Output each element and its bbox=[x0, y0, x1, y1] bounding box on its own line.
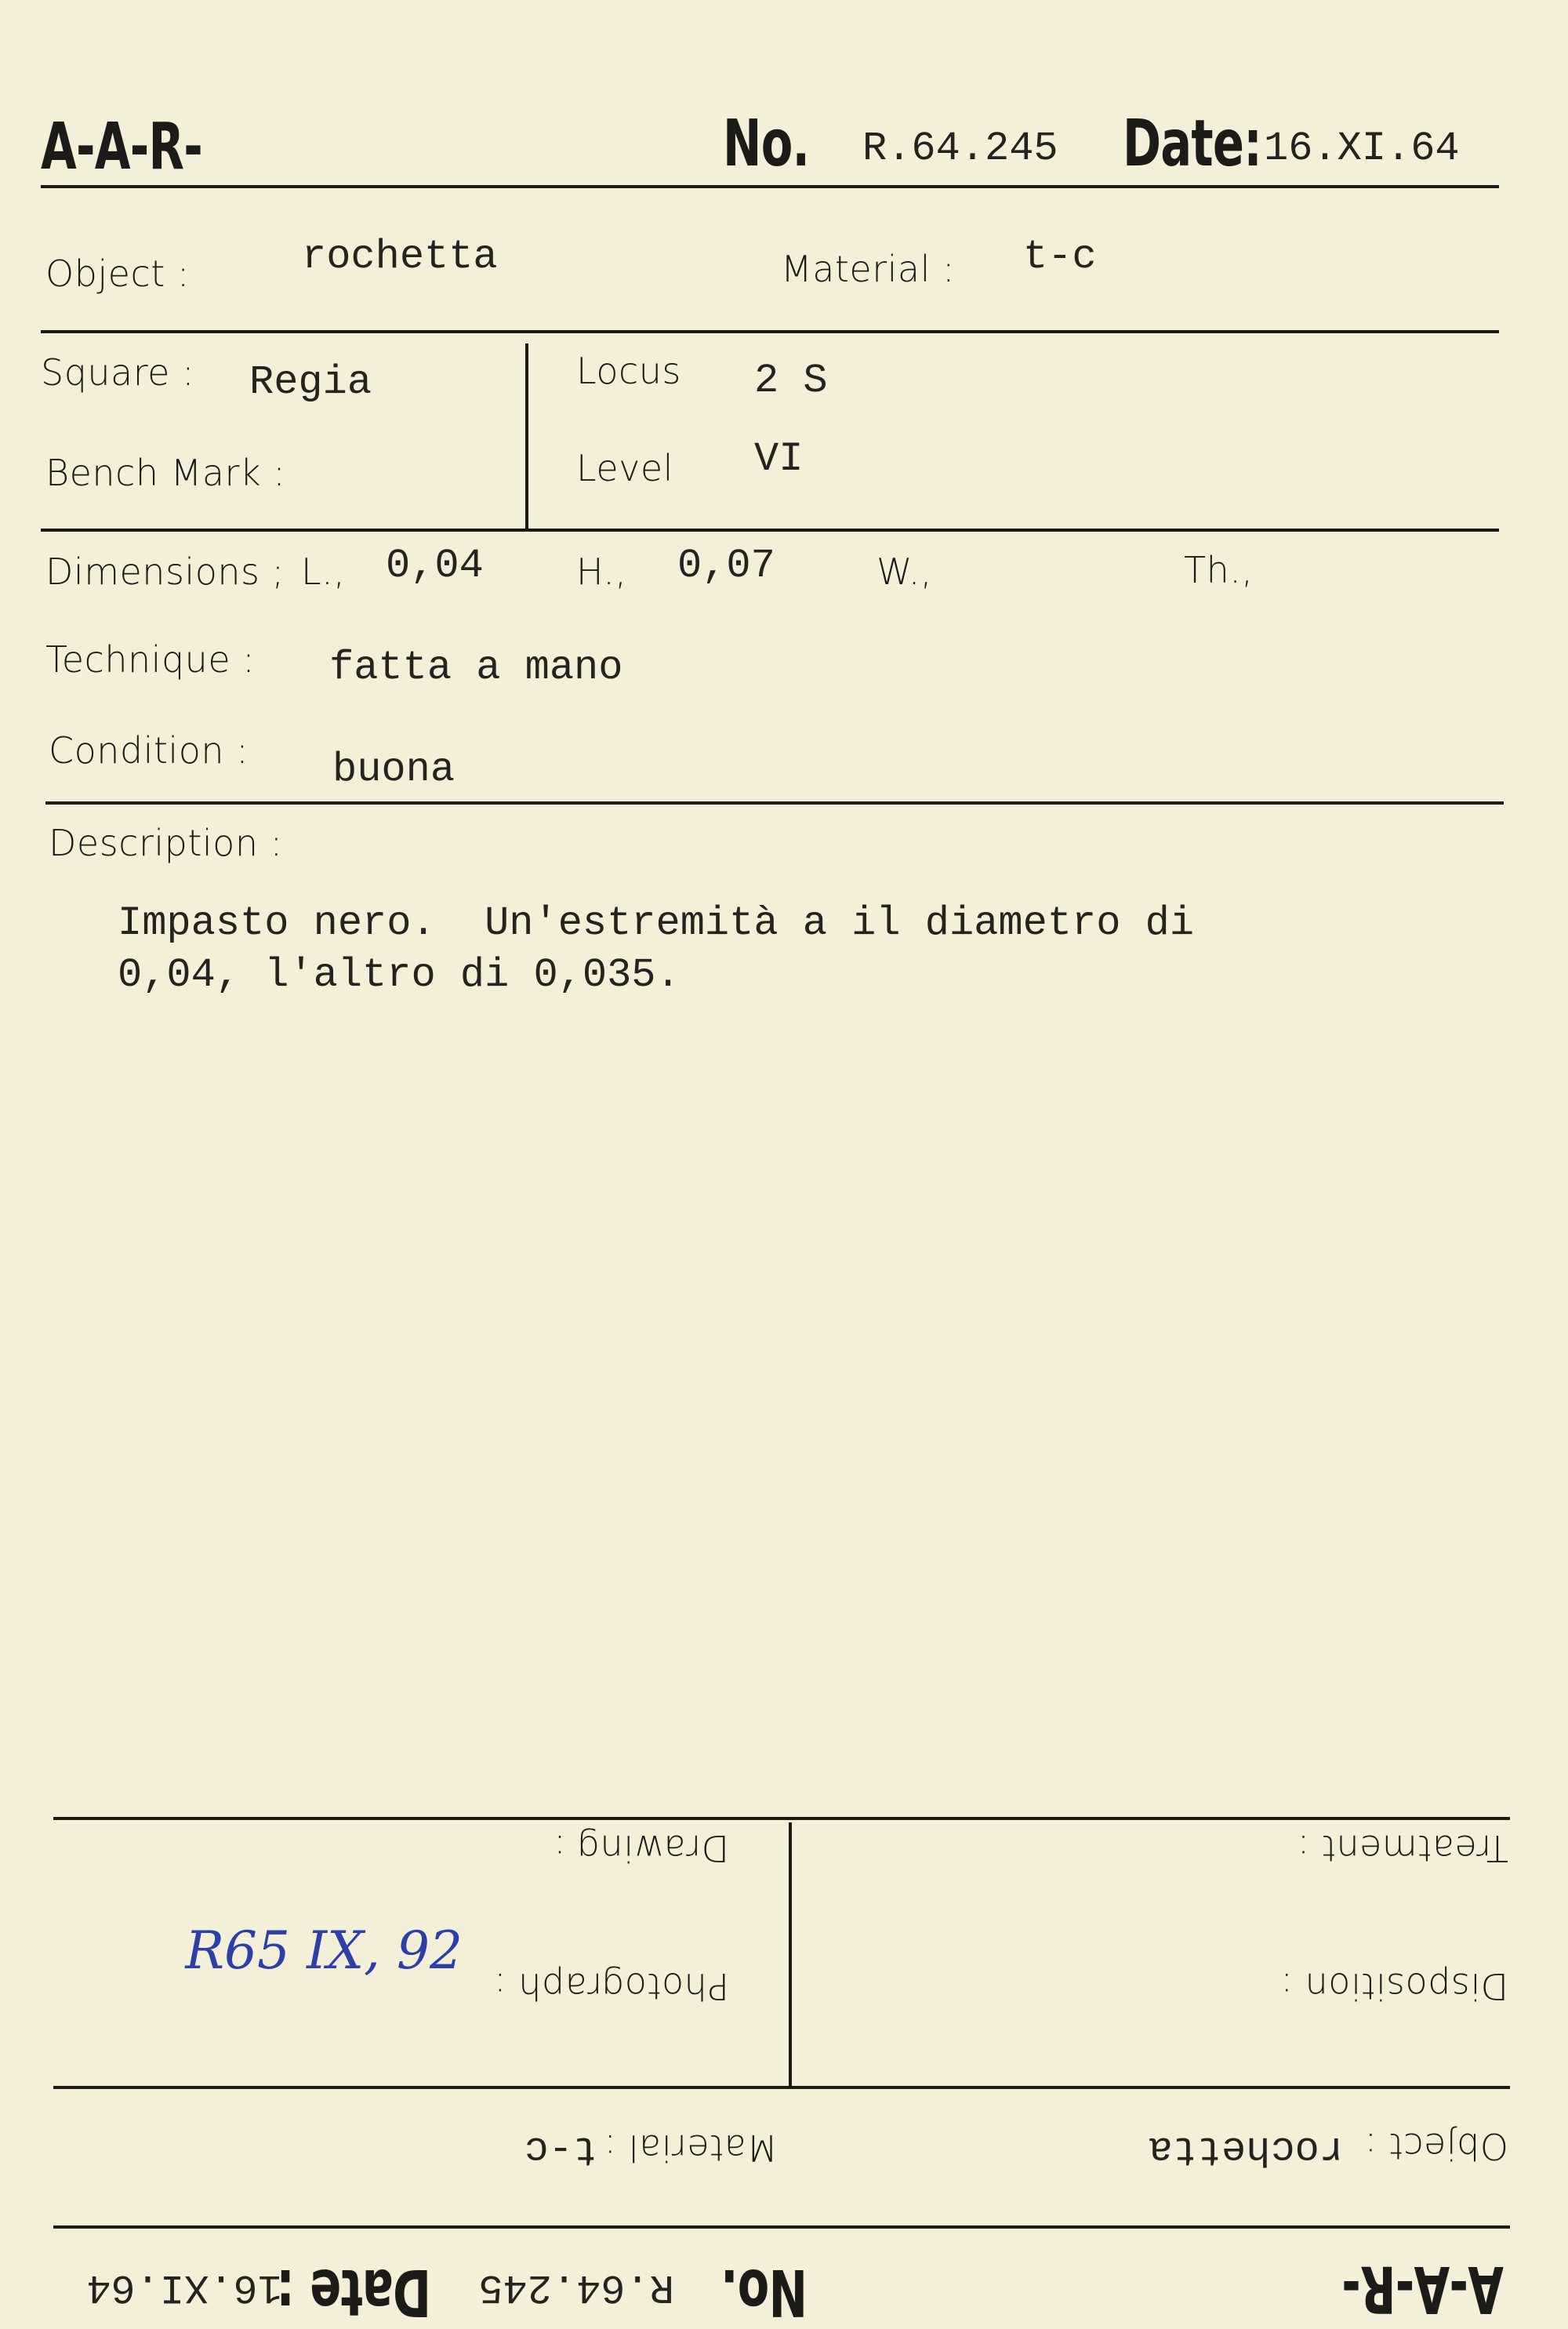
object-value: rochetta bbox=[302, 234, 498, 280]
level-label: Level bbox=[576, 447, 673, 489]
footer-number-value: R.64.245 bbox=[478, 2264, 674, 2310]
disposition-label: Disposition : bbox=[1280, 1965, 1508, 2007]
number-value: R.64.245 bbox=[862, 125, 1058, 172]
square-rule bbox=[41, 529, 1499, 532]
description-label: Description : bbox=[49, 822, 283, 864]
footer-mid-rule bbox=[53, 2086, 1510, 2089]
footer-material-label: Material : bbox=[604, 2127, 778, 2169]
material-value: t-c bbox=[1023, 234, 1097, 280]
drawing-label: Drawing : bbox=[553, 1827, 729, 1869]
technique-value: fatta a mano bbox=[329, 645, 623, 691]
footer-object-label: Object : bbox=[1364, 2125, 1508, 2167]
date-label: Date: bbox=[1123, 107, 1262, 181]
header-rule bbox=[41, 185, 1499, 188]
footer-date-value: 16.XI.64 bbox=[86, 2264, 282, 2310]
dimension-th-label: Th., bbox=[1184, 549, 1254, 591]
number-label: No. bbox=[723, 107, 810, 181]
org-code: A-A-R- bbox=[41, 110, 203, 184]
dimensions-label: Dimensions ; bbox=[45, 550, 285, 593]
technique-label: Technique : bbox=[45, 638, 256, 681]
square-value: Regia bbox=[249, 359, 372, 405]
dimension-w-label: W., bbox=[877, 550, 932, 593]
footer-object-value: rochetta bbox=[1148, 2126, 1344, 2172]
square-label: Square : bbox=[41, 351, 195, 394]
date-value: 16.XI.64 bbox=[1264, 125, 1460, 172]
square-divider bbox=[525, 343, 528, 529]
footer-number-label: No. bbox=[720, 2255, 808, 2329]
material-label: Material : bbox=[781, 248, 955, 290]
locus-label: Locus bbox=[576, 350, 681, 392]
photograph-label: Photograph : bbox=[493, 1965, 729, 2007]
photograph-number: R65 IX, 92 bbox=[185, 1920, 463, 1981]
condition-value: buona bbox=[332, 747, 456, 793]
footer-section bbox=[0, 1686, 1568, 2329]
description-line-1: Impasto nero. Un'estremità a il diametro di bbox=[118, 900, 1195, 946]
dimension-l-label: L., bbox=[301, 550, 346, 593]
condition-rule bbox=[45, 801, 1504, 805]
dimension-h-label: H., bbox=[576, 550, 627, 593]
bench-mark-label: Bench Mark : bbox=[45, 452, 286, 494]
object-rule bbox=[41, 330, 1499, 333]
footer-date-label: Date : bbox=[277, 2255, 431, 2329]
footer-divider bbox=[789, 1822, 792, 2089]
locus-value: 2 S bbox=[754, 358, 828, 404]
dimension-h-value: 0,07 bbox=[677, 543, 775, 589]
description-line-2: 0,04, l'altro di 0,035. bbox=[118, 952, 681, 998]
footer-top-rule bbox=[53, 1817, 1510, 1820]
description-text bbox=[118, 898, 1194, 1001]
treatment-label: Treatment : bbox=[1297, 1827, 1508, 1869]
condition-label: Condition : bbox=[49, 729, 249, 772]
footer-org-code: A-A-R- bbox=[1341, 2251, 1504, 2326]
level-value: VI bbox=[754, 436, 804, 482]
footer-material-value: t-c bbox=[524, 2126, 597, 2172]
footer-bottom-rule bbox=[53, 2225, 1510, 2229]
object-label: Object : bbox=[45, 253, 190, 295]
dimension-l-value: 0,04 bbox=[386, 543, 484, 589]
